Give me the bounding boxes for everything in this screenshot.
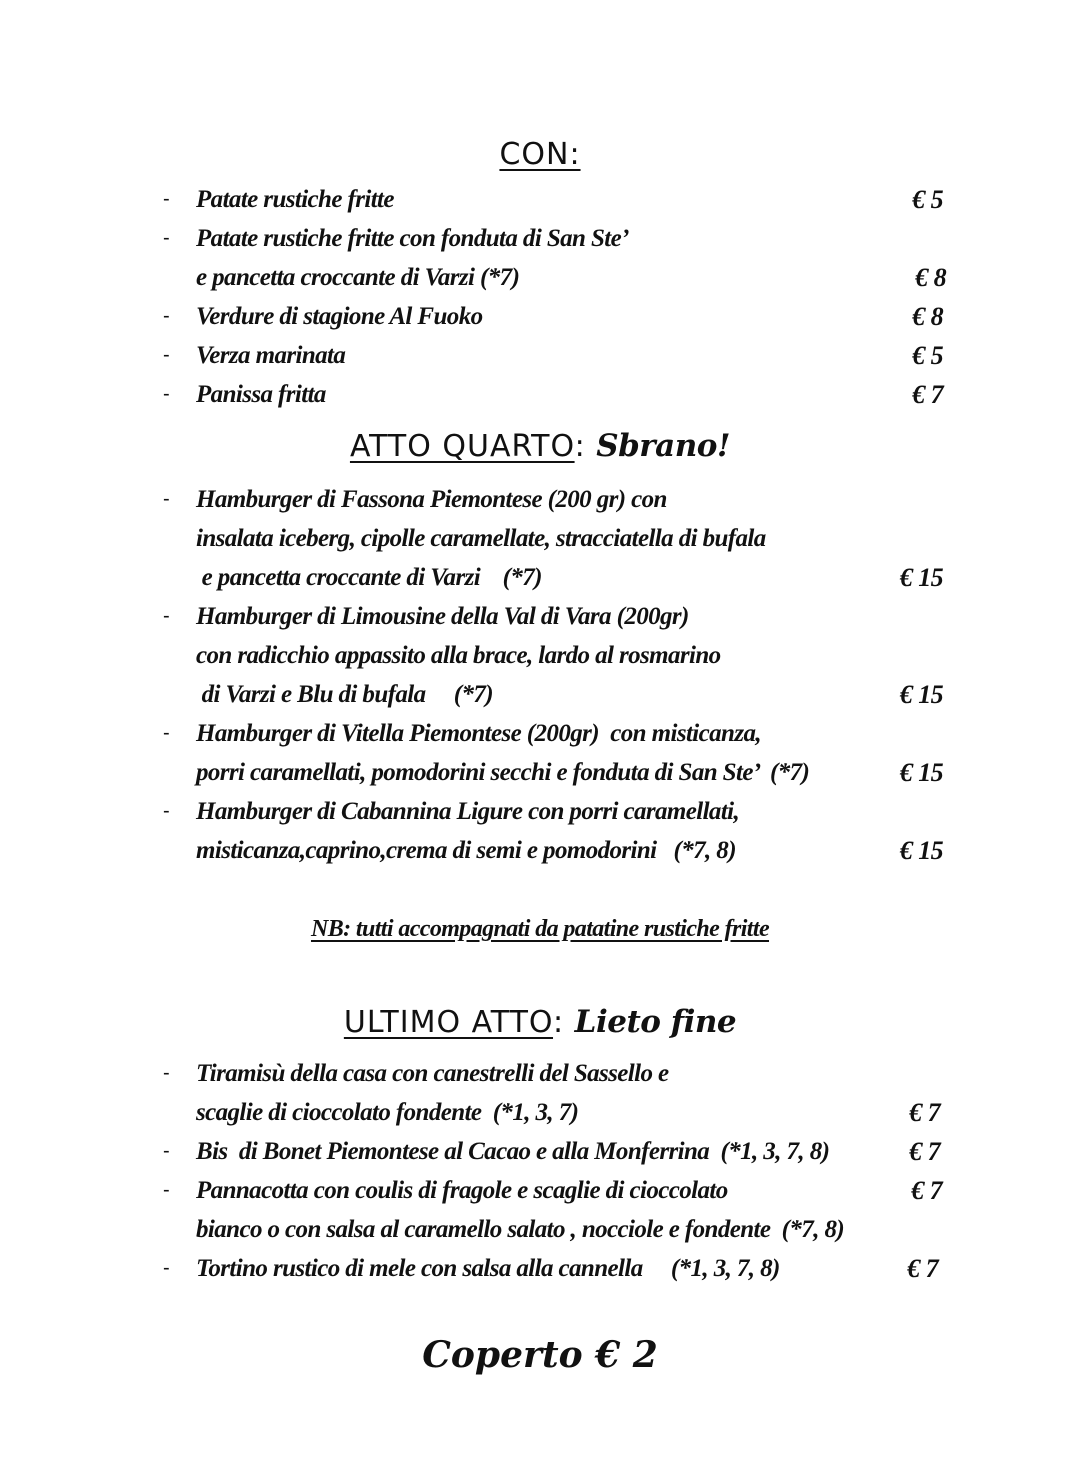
menu-item-continuation: [0, 1210, 1080, 1249]
section-heading-atto-quarto: [0, 426, 1080, 467]
item-description: porri caramellati, pomodorini secchi e fonduta di San Ste’ (*7): [196, 759, 810, 786]
item-price: € 5: [912, 341, 943, 370]
item-description: Tiramisù della casa con canestrelli del Sassello e: [196, 1060, 669, 1087]
bullet-dash: -: [163, 188, 170, 210]
menu-item: [0, 597, 1080, 636]
item-description: Hamburger di Cabannina Ligure con porri caramellati,: [196, 798, 740, 825]
item-price: € 7: [912, 380, 943, 409]
menu-item: [0, 1054, 1080, 1093]
menu-item-continuation: [0, 519, 1080, 558]
item-description: Verdure di stagione Al Fuoko: [196, 303, 483, 330]
item-price: € 7: [909, 1137, 940, 1166]
item-price: € 15: [899, 680, 943, 709]
section-title: CON:: [499, 137, 581, 172]
menu-item: [0, 1171, 1080, 1210]
menu-item-continuation: [0, 1093, 1080, 1132]
menu-item: [0, 375, 1080, 414]
item-description: con radicchio appassito alla brace, lardo al rosmarino: [196, 642, 721, 669]
menu-item-continuation: [0, 636, 1080, 675]
item-description: di Varzi e Blu di bufala (*7): [196, 681, 493, 708]
bullet-dash: -: [163, 605, 170, 627]
item-description: Patate rustiche fritte: [196, 186, 394, 213]
bullet-dash: -: [163, 1179, 170, 1201]
bullet-dash: -: [163, 344, 170, 366]
menu-item-continuation: [0, 558, 1080, 597]
menu-item: [0, 480, 1080, 519]
item-price: € 7: [907, 1254, 938, 1283]
item-price: € 15: [899, 758, 943, 787]
section-subtitle: Sbrano!: [596, 428, 731, 464]
menu-item-continuation: [0, 258, 1080, 297]
bullet-dash: -: [163, 383, 170, 405]
section-heading-ultimo-atto: [0, 1002, 1080, 1043]
menu-item: [0, 1249, 1080, 1288]
section-title: ATTO QUARTO: [349, 429, 575, 464]
item-description: Panissa fritta: [196, 381, 326, 408]
item-description: Hamburger di Fassona Piemontese (200 gr) con: [196, 486, 667, 513]
item-description: scaglie di cioccolato fondente (*1, 3, 7): [196, 1099, 579, 1126]
menu-item-continuation: [0, 753, 1080, 792]
section-title: ULTIMO ATTO: [343, 1005, 554, 1040]
menu-item: [0, 297, 1080, 336]
menu-item: [0, 219, 1080, 258]
section-subtitle: Lieto fine: [574, 1004, 737, 1040]
item-price: € 7: [911, 1176, 942, 1205]
item-price: € 5: [912, 185, 943, 214]
menu-item: [0, 180, 1080, 219]
side-dish-note: NB: tutti accompagnati da patatine rustiche fritte: [310, 916, 770, 942]
item-price: € 8: [915, 263, 946, 292]
bullet-dash: -: [163, 800, 170, 822]
menu-item-continuation: [0, 675, 1080, 714]
item-description: insalata iceberg, cipolle caramellate, stracciatella di bufala: [196, 525, 766, 552]
menu-item: [0, 1132, 1080, 1171]
item-description: bianco o con salsa al caramello salato , nocciole e fondente (*7, 8): [196, 1216, 845, 1243]
bullet-dash: -: [163, 1140, 170, 1162]
item-price: € 8: [912, 302, 943, 331]
item-price: € 7: [909, 1098, 940, 1127]
item-description: Verza marinata: [196, 342, 346, 369]
bullet-dash: -: [163, 227, 170, 249]
menu-item: [0, 792, 1080, 831]
section-heading-con: [0, 135, 1080, 175]
section-title-colon: :: [574, 429, 586, 464]
bullet-dash: -: [163, 1257, 170, 1279]
section-title-colon: :: [553, 1005, 565, 1040]
item-description: e pancetta croccante di Varzi (*7): [196, 564, 542, 591]
item-description: Patate rustiche fritte con fonduta di San Ste’: [196, 225, 629, 252]
item-description: Tortino rustico di mele con salsa alla cannella (*1, 3, 7, 8): [196, 1255, 780, 1282]
item-description: Hamburger di Vitella Piemontese (200gr) con misticanza,: [196, 720, 762, 747]
item-price: € 15: [899, 563, 943, 592]
bullet-dash: -: [163, 722, 170, 744]
menu-item: [0, 714, 1080, 753]
cover-charge: Coperto € 2: [422, 1334, 658, 1376]
item-description: e pancetta croccante di Varzi (*7): [196, 264, 520, 291]
item-description: Pannacotta con coulis di fragole e scaglie di cioccolato: [196, 1177, 728, 1204]
bullet-dash: -: [163, 305, 170, 327]
bullet-dash: -: [163, 1062, 170, 1084]
menu-item-continuation: [0, 831, 1080, 870]
bullet-dash: -: [163, 488, 170, 510]
item-price: € 15: [899, 836, 943, 865]
item-description: Bis di Bonet Piemontese al Cacao e alla Monferrina (*1, 3, 7, 8): [196, 1138, 830, 1165]
menu-item: [0, 336, 1080, 375]
item-description: Hamburger di Limousine della Val di Vara (200gr): [196, 603, 689, 630]
item-description: misticanza,caprino,crema di semi e pomodorini (*7, 8): [196, 837, 736, 864]
